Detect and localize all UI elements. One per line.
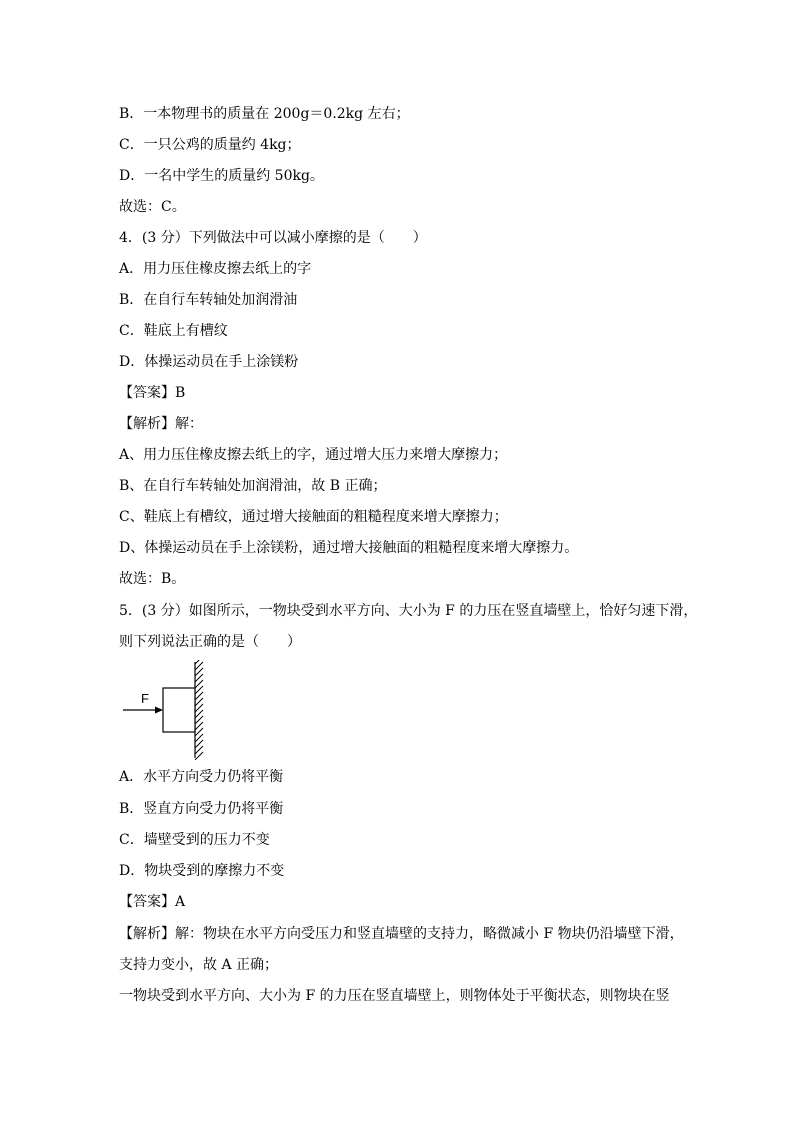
option-d-q3: D．一名中学生的质量约 50kg。: [119, 168, 324, 184]
analysis-a-q4: A、用力压住橡皮擦去纸上的字，通过增大压力来增大摩擦力；: [119, 447, 508, 463]
option-d-q5: D．物块受到的摩擦力不变: [119, 863, 285, 879]
option-a-q5: A．水平方向受力仍将平衡: [119, 769, 284, 785]
answer-choice-q3: 故选：C。: [119, 199, 186, 215]
analysis-heading-q4: 【解析】解：: [119, 416, 203, 432]
analysis-q5-cont: 支持力变小，故 A 正确；: [119, 957, 279, 973]
analysis-q5: 【解析】解：物块在水平方向受压力和竖直墙壁的支持力，略微减小 F 物块仍沿墙壁下滑，: [119, 926, 684, 942]
question-5-cont: 则下列说法正确的是（ ）: [119, 634, 301, 650]
option-b-q3: B．一本物理书的质量在 200g＝0.2kg 左右；: [119, 106, 410, 122]
option-a-q4: A．用力压住橡皮擦去纸上的字: [119, 261, 312, 277]
option-b-q4: B．在自行车转轴处加润滑油: [119, 292, 298, 308]
analysis-d-q4: D、体操运动员在手上涂镁粉，通过增大接触面的粗糙程度来增大摩擦力。: [119, 540, 579, 556]
block-wall-diagram: [119, 660, 219, 760]
option-c-q3: C．一只公鸡的质量约 4kg；: [119, 137, 301, 153]
option-c-q4: C．鞋底上有槽纹: [119, 323, 228, 339]
question-4: 4．(3 分）下列做法中可以减小摩擦的是（ ）: [119, 230, 427, 246]
block-wall-figure: [119, 660, 219, 760]
answer-q4: 【答案】B: [119, 385, 186, 401]
question-5: 5．(3 分）如图所示，一物块受到水平方向、大小为 F 的力压在竖直墙壁上，恰好匀速下滑，: [119, 603, 698, 619]
force-label: F: [141, 691, 149, 706]
analysis-b-q4: B、在自行车转轴处加润滑油，故 B 正确；: [119, 478, 387, 494]
analysis-c-q4: C、鞋底上有槽纹，通过增大接触面的粗糙程度来增大摩擦力；: [119, 509, 508, 525]
option-b-q5: B．竖直方向受力仍将平衡: [119, 801, 284, 817]
option-d-q4: D．体操运动员在手上涂镁粉: [119, 354, 299, 370]
block-rect: [163, 688, 195, 732]
wall-hatching: [195, 660, 203, 760]
answer-choice-q4: 故选：B。: [119, 571, 186, 587]
force-arrow-head: [155, 707, 163, 714]
analysis-q5-cont2: 一物块受到水平方向、大小为 F 的力压在竖直墙壁上，则物体处于平衡状态，则物块在竖: [119, 988, 670, 1004]
answer-q5: 【答案】A: [119, 894, 186, 910]
option-c-q5: C．墙壁受到的压力不变: [119, 832, 270, 848]
